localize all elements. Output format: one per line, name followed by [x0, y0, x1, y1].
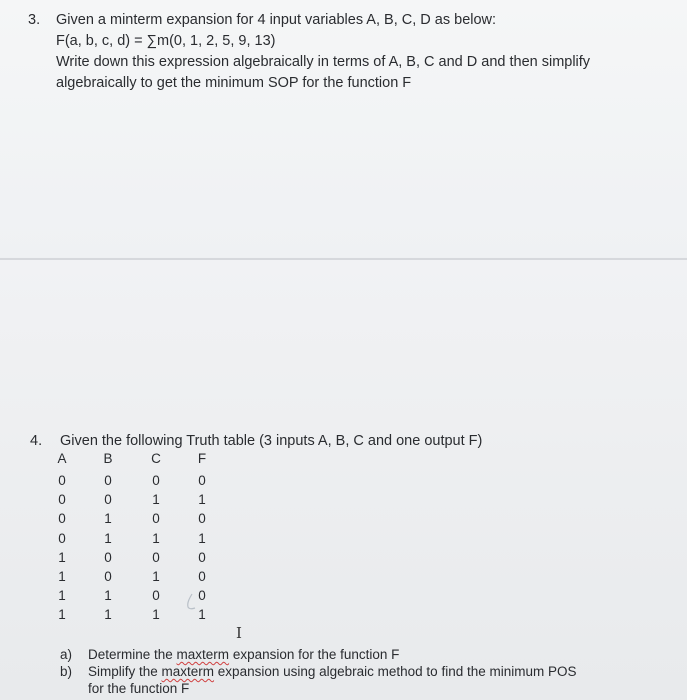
- part-a-post: expansion for the function F: [229, 647, 400, 662]
- truth-table-cell: 1: [58, 588, 66, 603]
- part-b-post: expansion using algebraic method to find the minimum POS: [214, 664, 577, 679]
- part-b-text: [88, 663, 577, 680]
- truth-table-cell: 0: [198, 550, 206, 565]
- part-a-label: a): [60, 647, 73, 662]
- part-b-pre: Simplify the: [88, 664, 162, 679]
- truth-table-cell: 0: [58, 531, 66, 546]
- truth-table-cell: 0: [58, 492, 66, 507]
- part-a-text: [88, 646, 399, 663]
- truth-table-cell: 0: [152, 473, 160, 488]
- truth-table-cell: 0: [58, 511, 66, 526]
- question-4-number: 4.: [30, 433, 43, 449]
- truth-table-cell: 0: [104, 550, 112, 565]
- truth-table-header: F: [197, 451, 207, 466]
- truth-table-cell: 0: [104, 473, 112, 488]
- truth-table-cell: 0: [152, 588, 160, 603]
- maxterm-spellcheck: maxterm: [161, 664, 215, 679]
- truth-table-cell: 1: [198, 492, 206, 507]
- truth-table-cell: 1: [58, 550, 66, 565]
- truth-table-cell: 0: [152, 511, 160, 526]
- truth-table-cell: 1: [104, 531, 112, 546]
- truth-table-cell: 1: [58, 569, 66, 584]
- truth-table-cell: 0: [104, 492, 112, 507]
- maxterm-spellcheck: maxterm: [176, 647, 230, 662]
- part-a-pre: Determine the: [88, 647, 177, 662]
- part-b-label: b): [60, 664, 73, 679]
- truth-table-header: A: [57, 451, 67, 466]
- question-3-line-1: Given a minterm expansion for 4 input variables A, B, C, D as below:: [56, 12, 497, 28]
- truth-table-cell: 1: [198, 531, 206, 546]
- truth-table-cell: 1: [152, 531, 160, 546]
- truth-table-cell: 1: [152, 569, 160, 584]
- truth-table-cell: 1: [104, 607, 112, 622]
- truth-table-cell: 1: [58, 607, 66, 622]
- truth-table-cell: 0: [198, 588, 206, 603]
- truth-table-cell: 1: [152, 607, 160, 622]
- question-3-line-2: F(a, b, c, d) = ∑m(0, 1, 2, 5, 9, 13): [56, 33, 276, 49]
- truth-table-cell: 0: [198, 511, 206, 526]
- truth-table-cell: 0: [58, 473, 66, 488]
- truth-table-cell: 1: [198, 607, 206, 622]
- truth-table-header: C: [151, 451, 161, 466]
- question-3-line-4: algebraically to get the minimum SOP for the function F: [56, 75, 412, 91]
- truth-table-cell: 1: [104, 511, 112, 526]
- question-3-number: 3.: [28, 12, 41, 28]
- part-b-continuation-text: for the function F: [88, 681, 190, 696]
- question-3-line-3: Write down this expression algebraically in terms of A, B, C and D and then simplify: [56, 54, 591, 70]
- truth-table-cell: 1: [152, 492, 160, 507]
- truth-table-cell: 0: [152, 550, 160, 565]
- truth-table-header: B: [103, 451, 113, 466]
- text-cursor-icon: I: [236, 624, 242, 642]
- truth-table-cell: 1: [104, 588, 112, 603]
- truth-table-cell: 0: [104, 569, 112, 584]
- pen-mark: [183, 593, 197, 611]
- question-4-intro: Given the following Truth table (3 inputs A, B, C and one output F): [60, 433, 483, 449]
- truth-table-cell: 0: [198, 569, 206, 584]
- truth-table-cell: 0: [198, 473, 206, 488]
